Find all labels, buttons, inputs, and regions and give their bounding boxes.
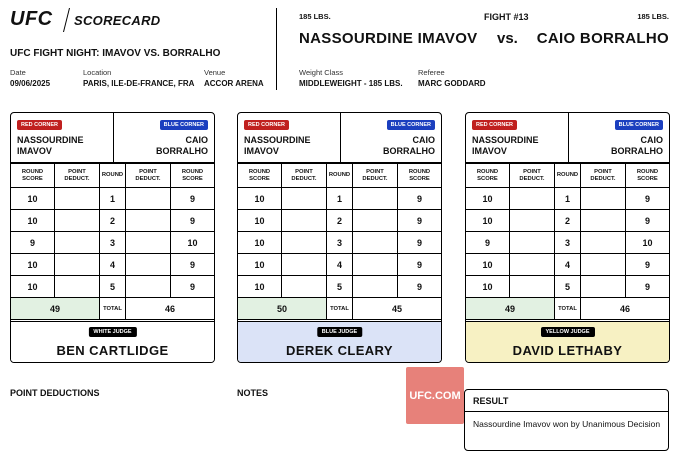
judge-role-badge: WHITE JUDGE: [88, 327, 136, 337]
total-label: TOTAL: [554, 298, 580, 320]
blue-corner-badge: BLUE CORNER: [160, 120, 208, 130]
blue-corner-badge: BLUE CORNER: [387, 120, 435, 130]
round-row: [466, 276, 669, 298]
round-row: [238, 276, 441, 298]
blue-last-name: BORRALHO: [156, 146, 208, 156]
blue-round-score: 9: [626, 276, 670, 298]
total-row: [238, 298, 441, 320]
red-round-score: 10: [238, 232, 281, 254]
red-round-score: 10: [466, 188, 509, 210]
blue-point-deduction: [352, 210, 397, 232]
red-point-deduction: [54, 254, 99, 276]
corner-divider: [340, 113, 341, 163]
red-point-deduction: [281, 188, 326, 210]
blue-point-deduction: [125, 254, 170, 276]
blue-fighter: [156, 135, 208, 157]
round-number: 1: [326, 188, 352, 210]
round-header: ROUND: [554, 164, 580, 188]
judge-name: DEREK CLEARY: [286, 343, 393, 358]
blue-point-deduct-header: POINT DEDUCT.: [352, 164, 397, 188]
point-deductions-title: POINT DEDUCTIONS: [10, 388, 100, 398]
date-value: 09/06/2025: [10, 79, 51, 88]
red-fighter: [472, 135, 539, 157]
blue-point-deduction: [125, 232, 170, 254]
round-number: 1: [99, 188, 125, 210]
red-first-name: NASSOURDINE: [244, 135, 311, 145]
blue-total: 46: [580, 298, 669, 320]
round-row: [238, 254, 441, 276]
round-row: [11, 210, 214, 232]
blue-round-score-header: ROUND SCORE: [626, 164, 670, 188]
red-round-score: 10: [238, 188, 281, 210]
header-divider: [276, 8, 277, 90]
blue-total: 46: [125, 298, 214, 320]
judge-role-badge: BLUE JUDGE: [317, 327, 362, 337]
judge-footer: [466, 321, 669, 363]
blue-first-name: CAIO: [412, 135, 435, 145]
round-row: [466, 188, 669, 210]
blue-first-name: CAIO: [640, 135, 663, 145]
red-round-score: 10: [238, 276, 281, 298]
blue-point-deduction: [352, 232, 397, 254]
round-number: 4: [326, 254, 352, 276]
round-row: [466, 210, 669, 232]
red-point-deduction: [509, 254, 554, 276]
blue-point-deduction: [125, 276, 170, 298]
blue-point-deduction: [125, 188, 170, 210]
red-point-deduct-header: POINT DEDUCT.: [509, 164, 554, 188]
red-point-deduction: [54, 210, 99, 232]
result-text: Nassourdine Imavov won by Unanimous Decision: [473, 419, 661, 429]
score-header-row: [238, 164, 441, 188]
red-total: 49: [466, 298, 554, 320]
red-fighter: [17, 135, 84, 157]
red-round-score: 10: [466, 276, 509, 298]
round-row: [238, 210, 441, 232]
score-table: [238, 163, 441, 320]
blue-round-score: 9: [171, 254, 215, 276]
red-round-score-header: ROUND SCORE: [466, 164, 509, 188]
score-header-row: [11, 164, 214, 188]
round-number: 5: [326, 276, 352, 298]
round-row: [238, 188, 441, 210]
corner-divider: [568, 113, 569, 163]
round-row: [11, 276, 214, 298]
round-row: [11, 188, 214, 210]
corner-divider: [113, 113, 114, 163]
blue-round-score: 9: [398, 276, 442, 298]
blue-point-deduction: [125, 210, 170, 232]
blue-round-score-header: ROUND SCORE: [398, 164, 442, 188]
red-point-deduction: [509, 276, 554, 298]
blue-round-score: 9: [398, 188, 442, 210]
round-row: [238, 232, 441, 254]
location-label: Location: [83, 68, 112, 77]
red-point-deduction: [509, 188, 554, 210]
red-fighter: [244, 135, 311, 157]
judge-footer: [238, 321, 441, 363]
logo-divider: [63, 8, 70, 32]
blue-fighter-name: CAIO BORRALHO: [536, 30, 669, 47]
round-header: ROUND: [326, 164, 352, 188]
red-point-deduction: [509, 210, 554, 232]
red-total: 49: [11, 298, 99, 320]
red-point-deduct-header: POINT DEDUCT.: [281, 164, 326, 188]
red-round-score-header: ROUND SCORE: [11, 164, 54, 188]
judge-name: DAVID LETHABY: [512, 343, 623, 358]
red-total: 50: [238, 298, 326, 320]
round-number: 3: [554, 232, 580, 254]
blue-point-deduction: [580, 276, 625, 298]
red-point-deduction: [509, 232, 554, 254]
blue-round-score: 9: [398, 232, 442, 254]
corner-header: [238, 113, 441, 163]
notes-title: NOTES: [237, 388, 269, 398]
date-label: Date: [10, 68, 26, 77]
weight-class-value: MIDDLEWEIGHT - 185 LBS.: [299, 79, 403, 88]
red-point-deduction: [54, 276, 99, 298]
blue-last-name: BORRALHO: [383, 146, 435, 156]
red-round-score: 10: [466, 210, 509, 232]
red-point-deduction: [281, 276, 326, 298]
judge-scorecard: [10, 112, 215, 363]
red-fighter-name: NASSOURDINE IMAVOV: [299, 30, 478, 47]
corner-header: [466, 113, 669, 163]
round-row: [466, 232, 669, 254]
blue-point-deduct-header: POINT DEDUCT.: [125, 164, 170, 188]
venue-label: Venue: [204, 68, 226, 77]
red-first-name: NASSOURDINE: [472, 135, 539, 145]
venue-value: ACCOR ARENA: [204, 79, 264, 88]
red-last-name: IMAVOV: [244, 146, 279, 156]
corner-header: [11, 113, 214, 163]
event-title: UFC FIGHT NIGHT: IMAVOV VS. BORRALHO: [10, 48, 221, 59]
blue-point-deduction: [352, 188, 397, 210]
blue-point-deduction: [352, 276, 397, 298]
red-weight: 185 LBS.: [299, 12, 331, 21]
total-row: [466, 298, 669, 320]
location-value: PARIS, ILE-DE-FRANCE, FRA: [83, 79, 195, 88]
blue-last-name: BORRALHO: [611, 146, 663, 156]
round-row: [11, 232, 214, 254]
scorecard-title: SCORECARD: [74, 13, 161, 28]
blue-point-deduction: [352, 254, 397, 276]
result-divider: [465, 411, 668, 412]
total-row: [11, 298, 214, 320]
weight-class-label: Weight Class: [299, 68, 344, 77]
judge-role-badge: YELLOW JUDGE: [540, 327, 594, 337]
red-point-deduction: [281, 254, 326, 276]
blue-corner-badge: BLUE CORNER: [615, 120, 663, 130]
red-point-deduction: [281, 210, 326, 232]
red-last-name: IMAVOV: [472, 146, 507, 156]
blue-round-score: 9: [171, 188, 215, 210]
blue-point-deduction: [580, 210, 625, 232]
red-round-score-header: ROUND SCORE: [238, 164, 281, 188]
blue-round-score: 10: [171, 232, 215, 254]
blue-round-score: 9: [626, 254, 670, 276]
blue-first-name: CAIO: [185, 135, 208, 145]
blue-round-score: 9: [398, 254, 442, 276]
red-point-deduction: [54, 188, 99, 210]
blue-weight: 185 LBS.: [637, 12, 669, 21]
blue-round-score: 9: [398, 210, 442, 232]
round-number: 4: [99, 254, 125, 276]
vs-label: vs.: [497, 30, 518, 47]
red-corner-badge: RED CORNER: [472, 120, 517, 130]
round-header: ROUND: [99, 164, 125, 188]
score-table: [11, 163, 214, 320]
blue-point-deduct-header: POINT DEDUCT.: [580, 164, 625, 188]
blue-round-score: 9: [626, 210, 670, 232]
blue-point-deduction: [580, 232, 625, 254]
red-corner-badge: RED CORNER: [244, 120, 289, 130]
judge-scorecard: [465, 112, 670, 363]
blue-round-score: 9: [171, 210, 215, 232]
red-round-score: 10: [11, 276, 54, 298]
judge-scorecard: [237, 112, 442, 363]
red-round-score: 10: [11, 254, 54, 276]
ufc-logo: UFC: [10, 8, 53, 30]
judge-footer: [11, 321, 214, 363]
blue-round-score: 10: [626, 232, 670, 254]
red-round-score: 10: [466, 254, 509, 276]
red-first-name: NASSOURDINE: [17, 135, 84, 145]
round-number: 2: [554, 210, 580, 232]
red-point-deduct-header: POINT DEDUCT.: [54, 164, 99, 188]
ufc-watermark: UFC.COM: [406, 367, 464, 424]
red-round-score: 10: [238, 254, 281, 276]
round-number: 1: [554, 188, 580, 210]
score-table: [466, 163, 669, 320]
blue-point-deduction: [580, 188, 625, 210]
round-number: 3: [326, 232, 352, 254]
red-round-score: 10: [11, 210, 54, 232]
total-label: TOTAL: [99, 298, 125, 320]
referee-label: Referee: [418, 68, 445, 77]
fight-number: FIGHT #13: [484, 12, 529, 22]
blue-fighter: [611, 135, 663, 157]
round-number: 5: [99, 276, 125, 298]
blue-round-score-header: ROUND SCORE: [171, 164, 215, 188]
score-header-row: [466, 164, 669, 188]
total-label: TOTAL: [326, 298, 352, 320]
judge-name: BEN CARTLIDGE: [56, 343, 169, 358]
round-row: [466, 254, 669, 276]
round-number: 4: [554, 254, 580, 276]
result-box: [464, 389, 669, 451]
red-last-name: IMAVOV: [17, 146, 52, 156]
red-round-score: 9: [466, 232, 509, 254]
blue-fighter: [383, 135, 435, 157]
blue-round-score: 9: [171, 276, 215, 298]
round-number: 2: [99, 210, 125, 232]
referee-value: MARC GODDARD: [418, 79, 486, 88]
red-round-score: 9: [11, 232, 54, 254]
red-point-deduction: [281, 232, 326, 254]
blue-total: 45: [352, 298, 441, 320]
round-number: 2: [326, 210, 352, 232]
round-row: [11, 254, 214, 276]
round-number: 3: [99, 232, 125, 254]
red-round-score: 10: [238, 210, 281, 232]
blue-point-deduction: [580, 254, 625, 276]
result-title: RESULT: [473, 396, 509, 406]
red-corner-badge: RED CORNER: [17, 120, 62, 130]
round-number: 5: [554, 276, 580, 298]
blue-round-score: 9: [626, 188, 670, 210]
red-point-deduction: [54, 232, 99, 254]
red-round-score: 10: [11, 188, 54, 210]
